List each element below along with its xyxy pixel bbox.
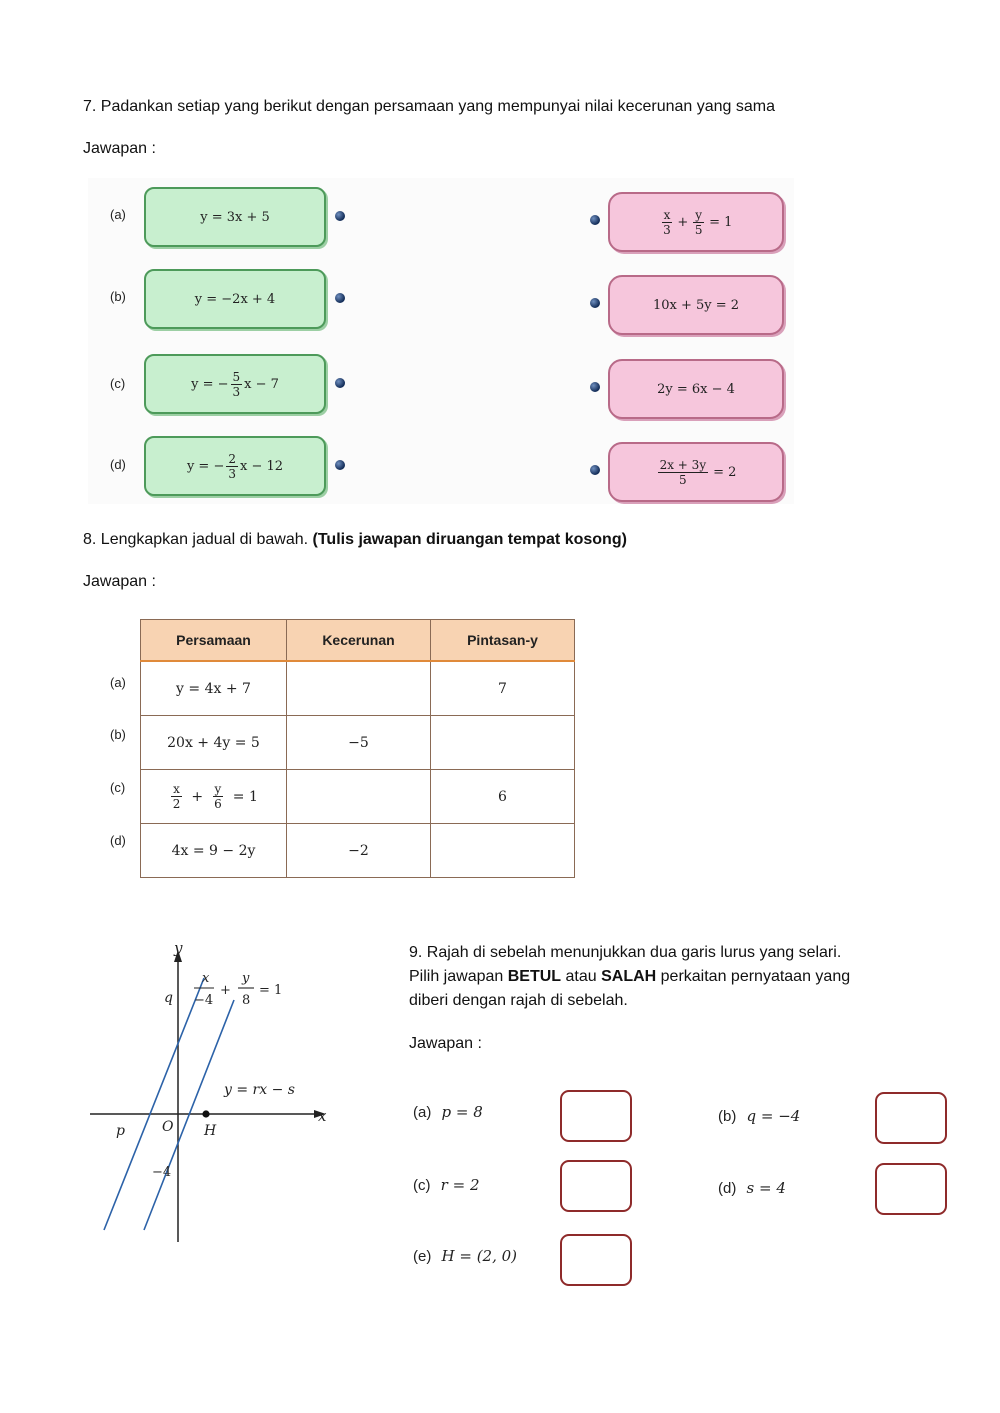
line-1 — [104, 978, 204, 1230]
q7-question: 7. Padankan setiap yang berikut dengan persamaan yang mempunyai nilai kecerunan yang sama — [83, 98, 775, 115]
table-row — [141, 716, 575, 770]
q8-answer-label: Jawapan : — [83, 573, 156, 590]
cell-gradient-d: −2 — [287, 824, 431, 878]
eq1-num-2: y — [242, 971, 250, 986]
eq1-den-1: −4 — [194, 993, 214, 1008]
table-row — [141, 661, 575, 716]
header-pintasan-y: Pintasan-y — [431, 620, 575, 662]
table-row — [141, 770, 575, 824]
q7-left-equation-b[interactable]: y = −2x + 4 — [144, 269, 326, 329]
cell-equation-a: y = 4x + 7 — [141, 661, 287, 716]
eq1-den-2: 8 — [242, 993, 251, 1008]
q7-left-dot-b[interactable] — [335, 293, 345, 303]
q7-left-equation-d[interactable]: y = − $\frac{2}{3}$ x − 12 — [144, 436, 326, 496]
q9-answer-box-d[interactable] — [875, 1163, 947, 1215]
q7-left-dot-d[interactable] — [335, 460, 345, 470]
q7-label-a: (a) — [110, 207, 126, 222]
table-row — [141, 824, 575, 878]
cell-intercept-a: 7 — [431, 661, 575, 716]
q8-row-label-c: (c) — [110, 780, 126, 795]
q9-statement-a: (a) p = 8 — [413, 1103, 483, 1121]
q7-right-equation-1[interactable]: $\frac{x}{3}$ + $\frac{y}{5}$ = 1 — [608, 192, 784, 252]
q7-label-d: (d) — [110, 457, 126, 472]
q9-statement-d: (d) s = 4 — [718, 1179, 786, 1197]
q7-left-dot-c[interactable] — [335, 378, 345, 388]
q7-matching-image — [88, 178, 794, 504]
q7-right-equation-3[interactable]: 2y = 6x − 4 — [608, 359, 784, 419]
q7-right-dot-2[interactable] — [590, 298, 600, 308]
q7-right-dot-3[interactable] — [590, 382, 600, 392]
minus-4-label: −4 — [152, 1165, 172, 1180]
cell-gradient-c-blank[interactable] — [287, 770, 431, 824]
q7-answer-label: Jawapan : — [83, 140, 156, 157]
q9-statement-c: (c) r = 2 — [413, 1176, 480, 1194]
y-axis-label: y — [174, 939, 183, 957]
cell-intercept-d-blank[interactable] — [431, 824, 575, 878]
eq1-plus: + — [220, 983, 231, 998]
q8-row-label-d: (d) — [110, 833, 126, 848]
p-label: p — [116, 1123, 125, 1139]
cell-equation-c: $\frac{x}{2}$ + $\frac{y}{6}$ = 1 — [141, 770, 287, 824]
q8-question: 8. Lengkapkan jadual di bawah. (Tulis jawapan diruangan tempat kosong) — [83, 531, 627, 548]
eq2-label: y = rx − s — [224, 1082, 295, 1098]
q7-label-c: (c) — [110, 376, 126, 391]
q7-right-dot-1[interactable] — [590, 215, 600, 225]
cell-equation-b: 20x + 4y = 5 — [141, 716, 287, 770]
q7-left-equation-a[interactable]: y = 3x + 5 — [144, 187, 326, 247]
q7-left-equation-c[interactable]: y = − $\frac{5}{3}$ x − 7 — [144, 354, 326, 414]
line-2 — [144, 1000, 234, 1230]
point-h — [202, 1110, 209, 1117]
h-label: H — [204, 1123, 217, 1139]
origin-label: O — [162, 1119, 174, 1135]
q9-question: 9. Rajah di sebelah menunjukkan dua garis lurus yang selari. Pilih jawapan BETUL atau SALAH perkaitan pernyataan yang diberi dengan rajah di sebelah. — [409, 944, 851, 1009]
q7-right-equation-2[interactable]: 10x + 5y = 2 — [608, 275, 784, 335]
q9-graph — [84, 938, 384, 1248]
cell-gradient-a-blank[interactable] — [287, 661, 431, 716]
q8-table — [140, 619, 575, 878]
q9-statement-e: (e) H = (2, 0) — [413, 1247, 518, 1265]
q7-right-equation-4[interactable]: $\frac{2x + 3y}{5}$ = 2 — [608, 442, 784, 502]
q-label: q — [164, 990, 173, 1006]
cell-intercept-b-blank[interactable] — [431, 716, 575, 770]
q9-answer-label: Jawapan : — [409, 1035, 482, 1052]
q9-answer-box-a[interactable] — [560, 1090, 632, 1142]
x-axis-label: x — [318, 1107, 327, 1125]
cell-intercept-c: 6 — [431, 770, 575, 824]
q8-row-label-b: (b) — [110, 727, 126, 742]
header-persamaan: Persamaan — [141, 620, 287, 662]
q7-right-dot-4[interactable] — [590, 465, 600, 475]
q9-answer-box-c[interactable] — [560, 1160, 632, 1212]
header-kecerunan: Kecerunan — [287, 620, 431, 662]
q9-answer-box-b[interactable] — [875, 1092, 947, 1144]
q7-left-dot-a[interactable] — [335, 211, 345, 221]
cell-equation-d: 4x = 9 − 2y — [141, 824, 287, 878]
eq1-post: = 1 — [259, 983, 283, 998]
cell-gradient-b: −5 — [287, 716, 431, 770]
q9-statement-b: (b) q = −4 — [718, 1107, 801, 1125]
q9-answer-box-e[interactable] — [560, 1234, 632, 1286]
q8-row-label-a: (a) — [110, 675, 126, 690]
q7-label-b: (b) — [110, 289, 126, 304]
eq1-num-1: x — [202, 971, 210, 986]
